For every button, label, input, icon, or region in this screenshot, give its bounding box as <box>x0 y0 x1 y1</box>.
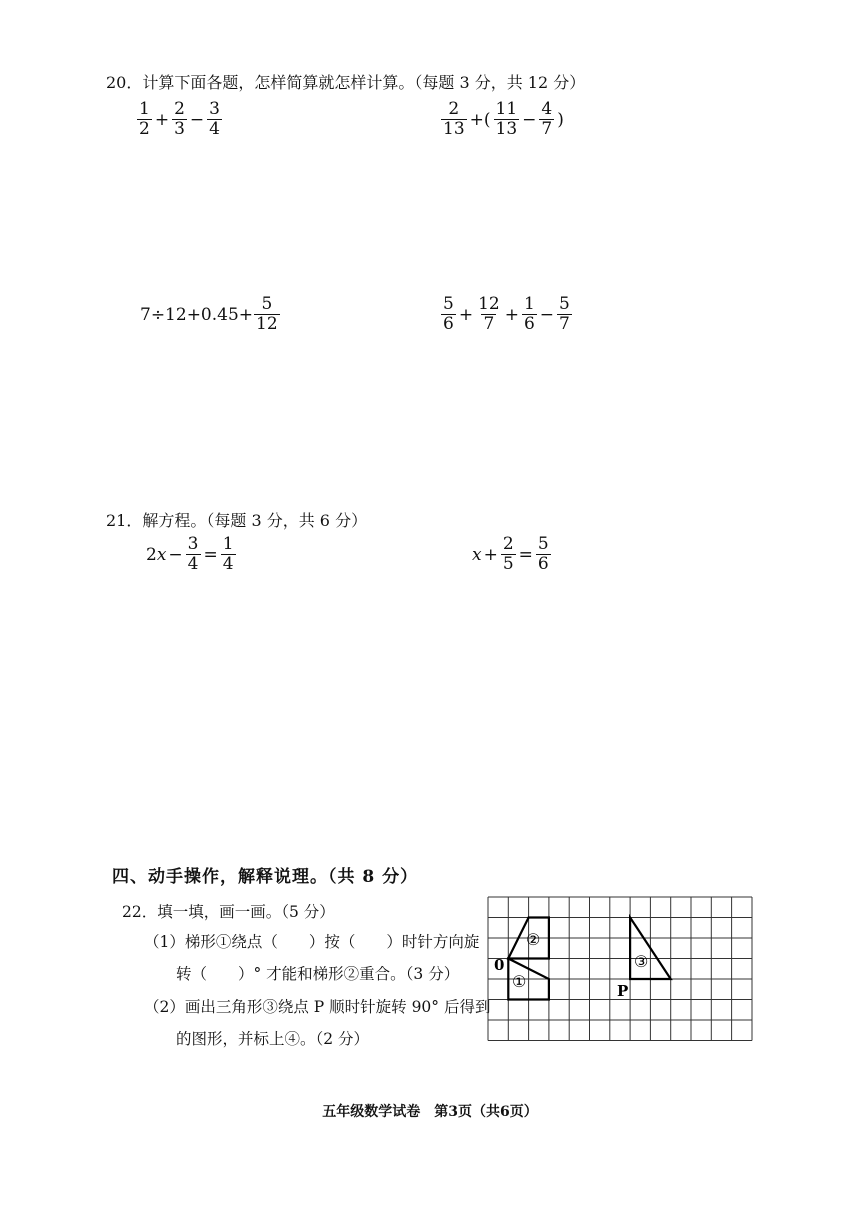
fraction: $\frac{11}{13}$ <box>495 99 518 139</box>
shape-1-label: ① <box>512 972 527 991</box>
fraction: $\frac{12}{7}$ <box>478 294 500 334</box>
fraction: $\frac{5}{6}$ <box>537 534 549 574</box>
q22-part1-line2: 转（ ）° 才能和梯形②重合。（3 分） <box>176 965 460 983</box>
section-4-title: 四、动手操作，解释说理。（共 8 分） <box>112 867 419 887</box>
q20-expression-4: $\frac{5}{6}$ + $\frac{12}{7}$ + $\frac{1}{6}$ − $\frac{5}{7}$ <box>443 294 570 334</box>
point-p-label: P <box>617 982 629 1000</box>
shape-3-label: ③ <box>634 952 649 971</box>
q22-part2-line2: 的图形，并标上④。（2 分） <box>176 1030 370 1048</box>
fraction: $\frac{1}{6}$ <box>523 294 535 334</box>
fraction: $\frac{1}{2}$ <box>139 99 150 139</box>
q21-equation-2: x + $\frac{2}{5}$ = $\frac{5}{6}$ <box>472 534 549 574</box>
fraction: $\frac{2}{3}$ <box>174 99 185 139</box>
fraction: $\frac{2}{5}$ <box>502 534 514 574</box>
q22-part2-line1: （2）画出三角形③绕点 P 顺时针旋转 90° 后得到 <box>144 998 491 1016</box>
q22-part1-line1: （1）梯形①绕点（ ）按（ ）时针方向旋 <box>144 933 480 951</box>
fraction: $\frac{5}{7}$ <box>559 294 570 334</box>
q20-expression-2: $\frac{2}{13}$ +( $\frac{11}{13}$ − $\frac{4}{7}$ ) <box>443 99 564 139</box>
q20-title: 20．计算下面各题，怎样简算就怎样计算。（每题 3 分，共 12 分） <box>106 73 586 92</box>
fraction: $\frac{2}{13}$ <box>443 99 465 139</box>
fraction: $\frac{4}{7}$ <box>541 99 553 139</box>
fraction: $\frac{5}{6}$ <box>443 294 454 334</box>
point-o-label: 0 <box>494 956 505 974</box>
q20-expression-3: 7÷12+0.45+ $\frac{5}{12}$ <box>140 294 278 334</box>
shape-2-label: ② <box>526 930 541 949</box>
page-footer: 五年级数学试卷 第3页（共6页） <box>322 1104 538 1120</box>
rotation-grid-figure <box>486 895 756 1045</box>
q21-title: 21．解方程。（每题 3 分，共 6 分） <box>106 511 368 530</box>
q22-title: 22．填一填，画一画。（5 分） <box>122 903 335 921</box>
fraction: $\frac{5}{12}$ <box>256 294 278 334</box>
fraction: $\frac{1}{4}$ <box>222 534 234 574</box>
fraction: $\frac{3}{4}$ <box>209 99 220 139</box>
fraction: $\frac{3}{4}$ <box>187 534 199 574</box>
q20-expression-1: $\frac{1}{2}$ + $\frac{2}{3}$ − $\frac{3}{4}$ <box>139 99 220 139</box>
q21-equation-1: 2 x − $\frac{3}{4}$ = $\frac{1}{4}$ <box>146 534 234 574</box>
